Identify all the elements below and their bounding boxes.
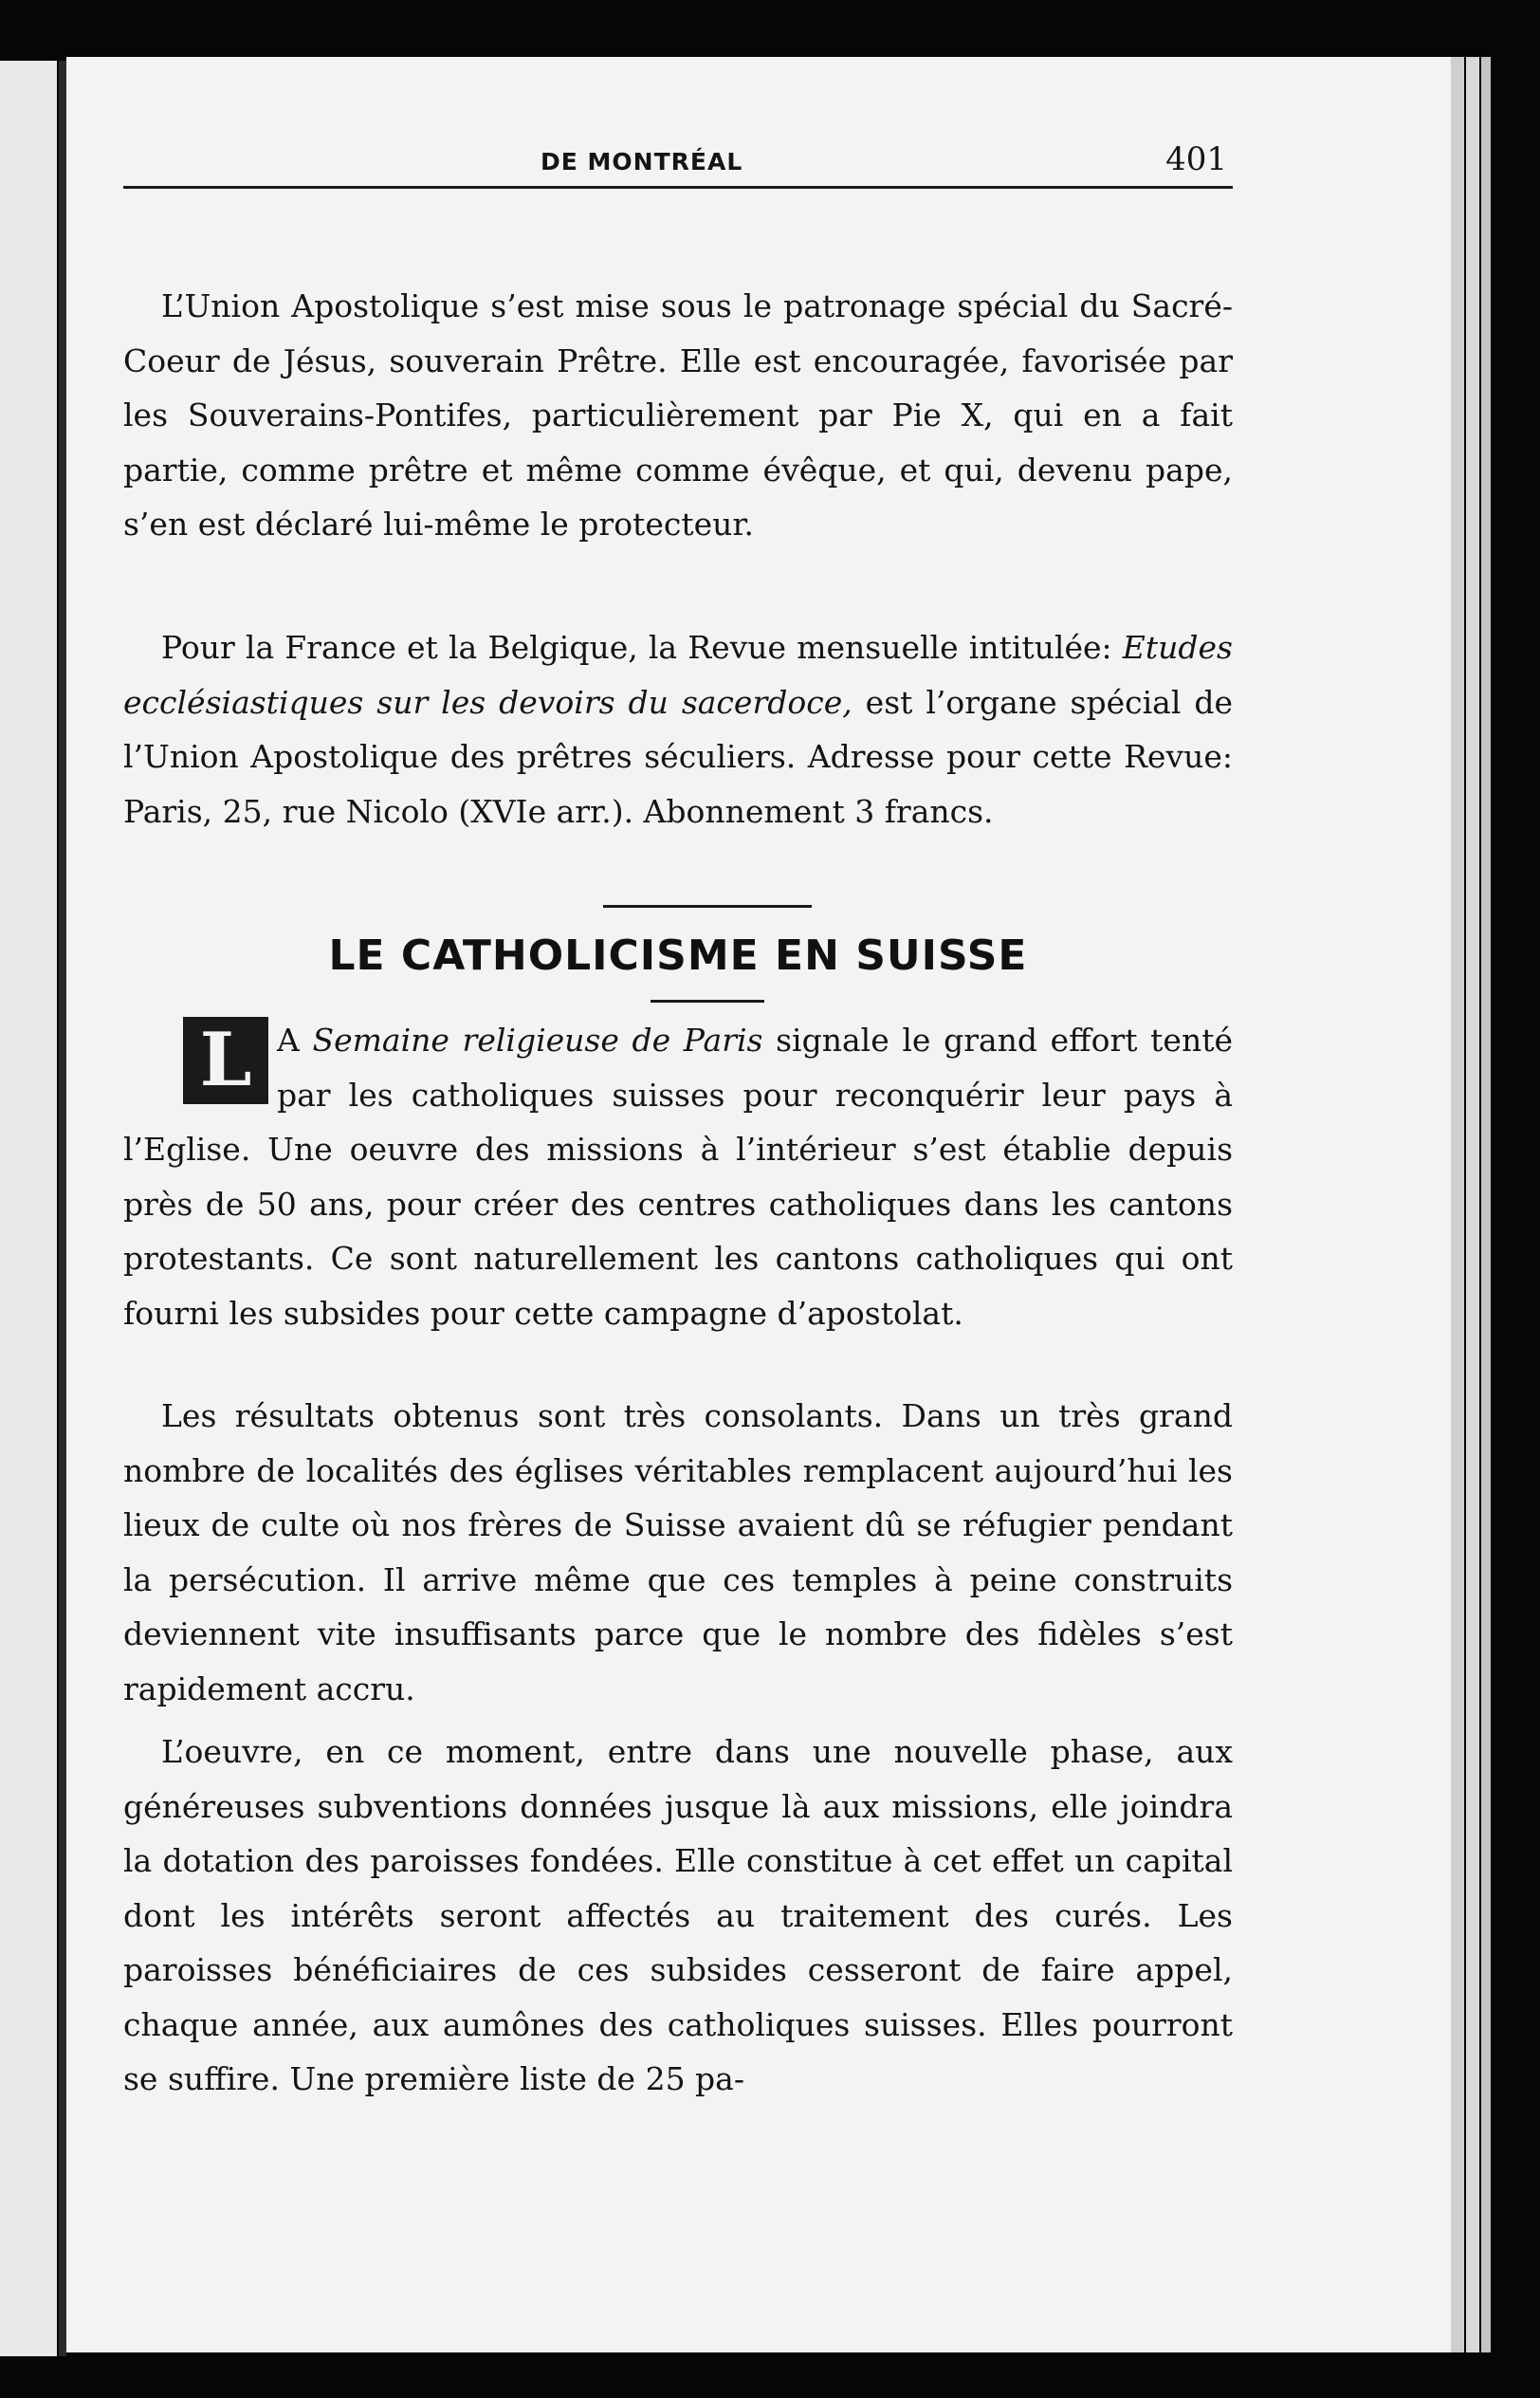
book-gutter — [59, 61, 66, 2356]
publication-title: Semaine religieuse de Paris — [312, 1022, 763, 1059]
paragraph-oeuvre: L’oeuvre, en ce moment, entre dans une nouvelle phase, aux généreuses subventions données jusque là aux missions, elle joindra la dotation des paroisses fondées. Elle constitue à cet effet un capital dont les intérêts seront affectés au traitement des curés. Les paroisses bénéficiaires de ces subsides cesseront de faire appel, chaque année, aux aumônes des catholiques suisses. Elles pourront se suffire. Une première liste de 25 pa- — [123, 1733, 1233, 2097]
section-separator-top — [603, 905, 812, 908]
section-title: LE CATHOLICISME EN SUISSE — [328, 932, 1028, 980]
facing-page-edge — [0, 61, 57, 2356]
paragraph-resultats: Les résultats obtenus sont très consolants. Dans un très grand nombre de localités des églises véritables remplacent aujourd’hui les lieux de culte où nos frères de Suisse avaient dû se réfugier pendant la persécution. Il arrive même que ces temples à peine construits deviennent vite insuffisants parce que le nombre des fidèles s’est rapidement accru. — [123, 1397, 1233, 1707]
page-stack-edge — [1451, 57, 1464, 2352]
page-number: 401 — [1165, 140, 1227, 178]
running-head — [123, 140, 1233, 178]
page-stack-edge — [1481, 57, 1491, 2352]
paragraph-first-letter: A — [277, 1022, 300, 1059]
section-separator-bottom — [651, 1000, 764, 1003]
revue-title: Etudes ecclésiastiques sur les devoirs du sacerdoce, — [123, 629, 1233, 721]
paragraph-revue — [123, 620, 1233, 839]
paragraph-union-apostolique: L’Union Apostolique s’est mise sous le patronage spécial du Sacré-Coeur de Jésus, souverain Prêtre. Elle est encouragée, favorisée par les Souverains-Pontifes, particulièrement par Pie X, qui en a fait partie, comme prêtre et même comme évêque, et qui, devenu pape, s’en est déclaré lui-même le protecteur. — [123, 287, 1233, 543]
paragraph-revue-start: Pour la France et la Belgique, la Revue mensuelle intitulée: — [161, 629, 1112, 666]
paragraph-revue-end: est l’organe spécial de l’Union Apostolique des prêtres séculiers. Adresse pour cette Revue: Paris, 25, rue Nicolo (XVIe arr.). Abonnement 3 francs. — [123, 683, 1233, 830]
drop-cap-initial: L — [183, 1017, 268, 1104]
paragraph-semaine-rest: signale le grand effort tenté par les catholiques suisses pour reconquérir leur pays à l’Eglise. Une oeuvre des missions à l’intérieur s’est établie depuis près de 50 ans, pour créer des centres catholiques dans les cantons protestants. Ce sont naturellement les cantons catholiques qui ont fourni les subsides pour cette campagne d’apostolat. — [123, 1022, 1233, 1332]
page-stack-edge — [1466, 57, 1479, 2352]
header-rule — [123, 186, 1233, 189]
running-title: DE MONTRÉAL — [541, 148, 743, 175]
paragraph-semaine-religieuse — [123, 1013, 1233, 1340]
